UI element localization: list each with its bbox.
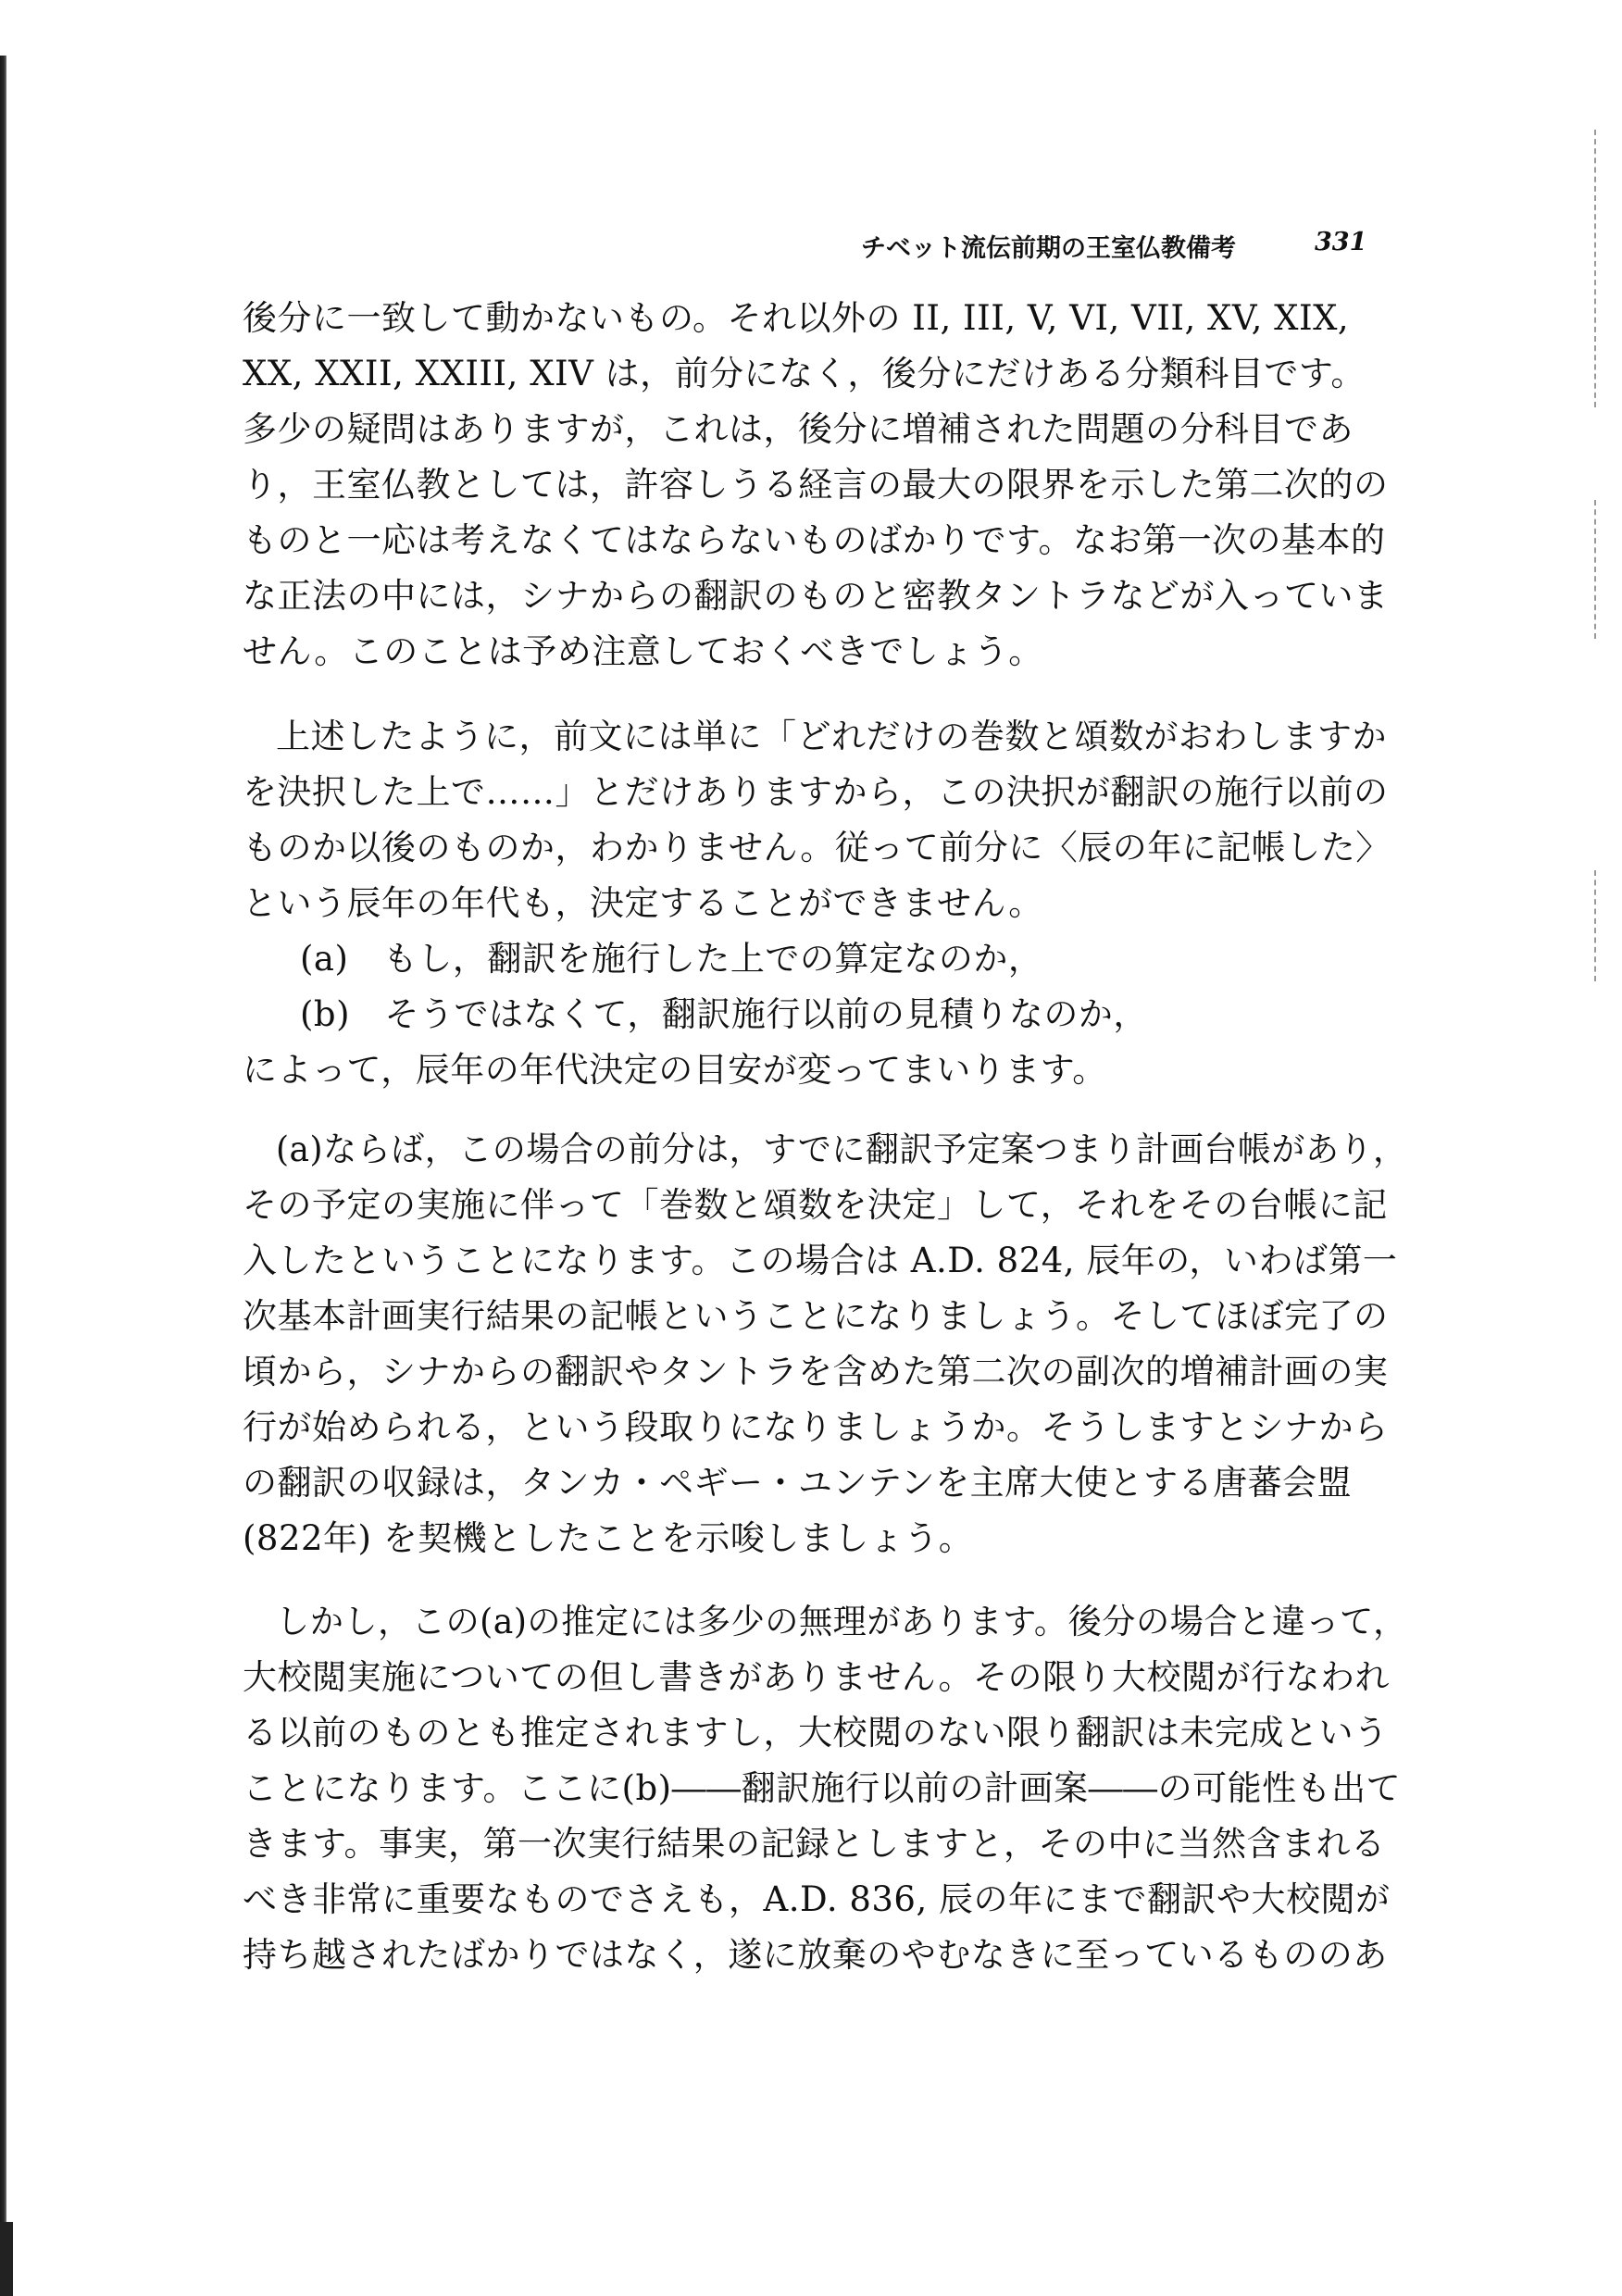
text-line: る以前のものとも推定されますし，大校閲のない限り翻訳は未完成という	[243, 1713, 1389, 1753]
text-line: ことになります。ここに(b)――翻訳施行以前の計画案――の可能性も出て	[243, 1768, 1402, 1808]
text-line: 持ち越されたばかりではなく，遂に放棄のやむなきに至っているもののあ	[243, 1935, 1388, 1975]
scan-margin-artifact	[1594, 130, 1596, 407]
text-line: という辰年の年代も，決定することができません。	[243, 883, 1043, 923]
text-line: 大校閲実施についての但し書きがありません。その限り大校閲が行なわれ	[243, 1657, 1390, 1697]
scan-margin-artifact	[1594, 500, 1596, 639]
scan-margin-artifact	[1594, 870, 1596, 981]
text-line: (822年) を契機としたことを示唆しましょう。	[243, 1518, 974, 1558]
running-header	[861, 228, 1379, 265]
text-line: ものか以後のものか，わかりません。従って前分に〈辰の年に記帳した〉	[243, 828, 1391, 867]
page-number: 331	[1315, 228, 1367, 256]
text-line: を決択した上で……」とだけありますから，この決択が翻訳の施行以前の	[243, 772, 1389, 812]
text-line: 入したということになります。この場合は A.D. 824, 辰年の，いわば第一	[243, 1241, 1398, 1280]
scan-binding-shadow	[0, 2222, 13, 2296]
text-line: せん。このことは予め注意しておくべきでしょう。	[243, 631, 1043, 671]
text-line: XX, XXII, XXIII, XIV は，前分になく，後分にだけある分類科目です。	[243, 354, 1366, 393]
text-line: (a)ならば，この場合の前分は，すでに翻訳予定案つまり計画台帳があり，	[276, 1129, 1407, 1169]
text-line: 次基本計画実行結果の記帳ということになりましょう。そしてほぼ完了の	[243, 1296, 1389, 1336]
running-title: チベット流伝前期の王室仏教備考	[861, 234, 1236, 263]
text-line: り，王室仏教としては，許容しうる経言の最大の限界を示した第二次的の	[243, 465, 1389, 505]
text-line: 上述したように，前文には単に「どれだけの巻数と頌数がおわしますか	[276, 717, 1387, 756]
text-line: (b) そうではなくて，翻訳施行以前の見積りなのか，	[300, 994, 1148, 1034]
text-line: しかし，この(a)の推定には多少の無理があります。後分の場合と違って，	[276, 1602, 1407, 1641]
text-line: 多少の疑問はありますが，これは，後分に増補された問題の分科目であ	[243, 409, 1354, 449]
text-line: ものと一応は考えなくてはならないものばかりです。なお第一次の基本的	[243, 520, 1386, 560]
text-line: きます。事実，第一次実行結果の記録としますと，その中に当然含まれる	[243, 1824, 1386, 1864]
scan-binding-edge	[0, 56, 6, 2282]
text-line: 頃から，シナからの翻訳やタントラを含めた第二次の副次的増補計画の実	[243, 1352, 1389, 1391]
text-line: べき非常に重要なものでさえも，A.D. 836, 辰の年にまで翻訳や大校閲が	[243, 1879, 1391, 1919]
text-line: 後分に一致して動かないもの。それ以外の II, III, V, VI, VII, XV, XIX,	[243, 298, 1350, 338]
text-line: 行が始められる，という段取りになりましょうか。そうしますとシナから	[243, 1407, 1389, 1447]
text-line: (a) もし，翻訳を施行した上での算定なのか，	[300, 939, 1043, 979]
text-line: によって，辰年の年代決定の目安が変ってまいります。	[243, 1050, 1107, 1090]
text-line: の翻訳の収録は，タンカ・ペギー・ユンテンを主席大使とする唐蕃会盟	[243, 1463, 1353, 1503]
text-line: な正法の中には，シナからの翻訳のものと密教タントラなどが入っていま	[243, 576, 1389, 616]
text-line: その予定の実施に伴って「巻数と頌数を決定」して，それをその台帳に記	[243, 1185, 1388, 1225]
